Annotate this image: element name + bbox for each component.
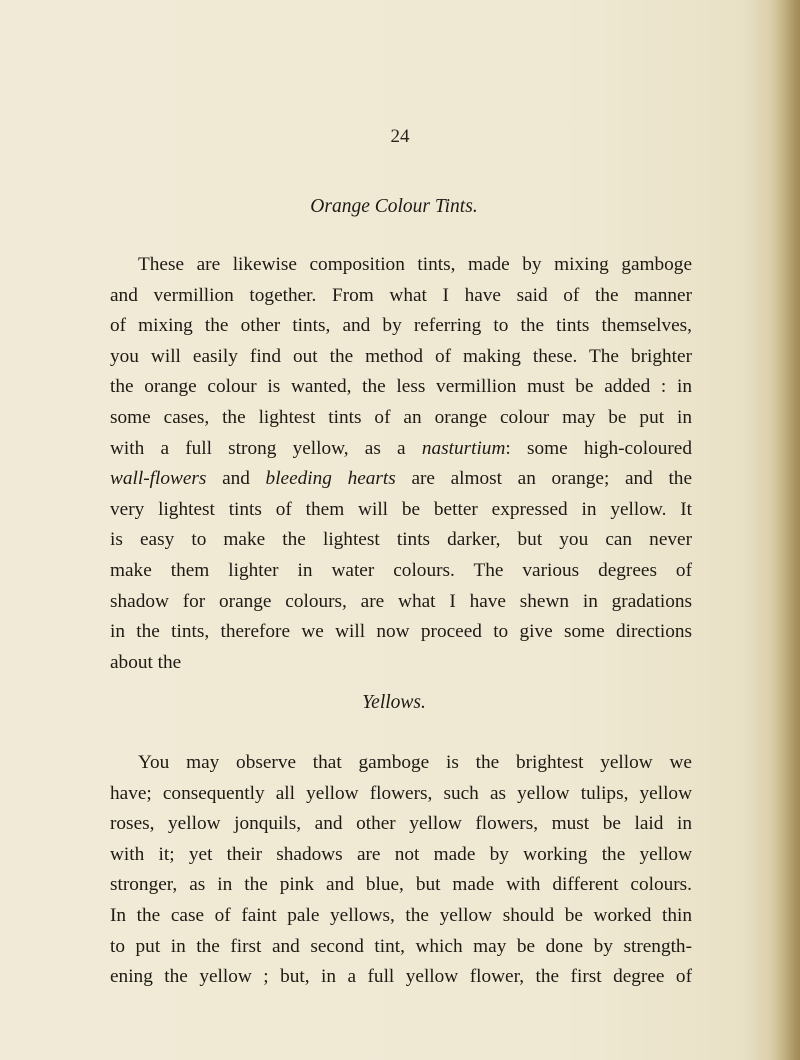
paragraph-orange-tints xyxy=(110,250,692,678)
text-line: These are likewise composition tints, made by mixing gamboge xyxy=(138,254,692,275)
italic-term: wall-flowers xyxy=(110,468,207,490)
text-line: shadow for orange colours, are what I have shewn in gradations xyxy=(110,590,692,612)
text-line: You may observe that gamboge is the brightest yellow we xyxy=(138,752,692,773)
text-line: in the tints, therefore we will now proceed to give some directions xyxy=(110,621,692,643)
section-heading-orange: Orange Colour Tints. xyxy=(310,196,478,217)
text-line: In the case of faint pale yellows, the yellow should be worked thin xyxy=(110,904,692,926)
paragraph-yellows xyxy=(110,748,692,993)
text-line: of mixing the other tints, and by referring to the tints themselves, xyxy=(110,315,692,337)
italic-term: nasturtium xyxy=(421,437,506,459)
page-edge-shadow xyxy=(770,0,800,1060)
text-line: stronger, as in the pink and blue, but made with different colours. xyxy=(110,874,692,896)
text-line: very lightest tints of them will be better expressed in yellow. It xyxy=(110,498,692,520)
text-line: to put in the first and second tint, which may be done by strength- xyxy=(110,935,692,957)
text-line: about the xyxy=(110,651,182,673)
text-line: the orange colour is wanted, the less vermillion must be added : in xyxy=(110,376,692,398)
text-line: have; consequently all yellow flowers, such as yellow tulips, yellow xyxy=(110,782,692,804)
text-line: roses, yellow jonquils, and other yellow flowers, must be laid in xyxy=(110,813,692,835)
text-line: and vermillion together. From what I have said of the manner xyxy=(110,284,692,306)
text-line-italic-flowers: wall-flowers and bleeding hearts are almost an orange; and the xyxy=(110,468,693,490)
section-heading-yellows: Yellows. xyxy=(362,692,426,713)
page-number: 24 xyxy=(390,126,410,147)
text-line: with it; yet their shadows are not made by working the yellow xyxy=(110,843,692,865)
text-line: is easy to make the lightest tints darker, but you can never xyxy=(110,529,692,551)
text-line-italic-nasturtium: with a full strong yellow, as a nasturtium: some high-coloured xyxy=(110,437,692,459)
text-line: make them lighter in water colours. The various degrees of xyxy=(110,559,692,581)
text-line: you will easily find out the method of making these. The brighter xyxy=(110,345,692,367)
text-line: ening the yellow ; but, in a full yellow flower, the first degree of xyxy=(110,966,692,988)
text-line: some cases, the lightest tints of an orange colour may be put in xyxy=(110,406,692,428)
italic-term: bleeding hearts xyxy=(265,468,396,490)
